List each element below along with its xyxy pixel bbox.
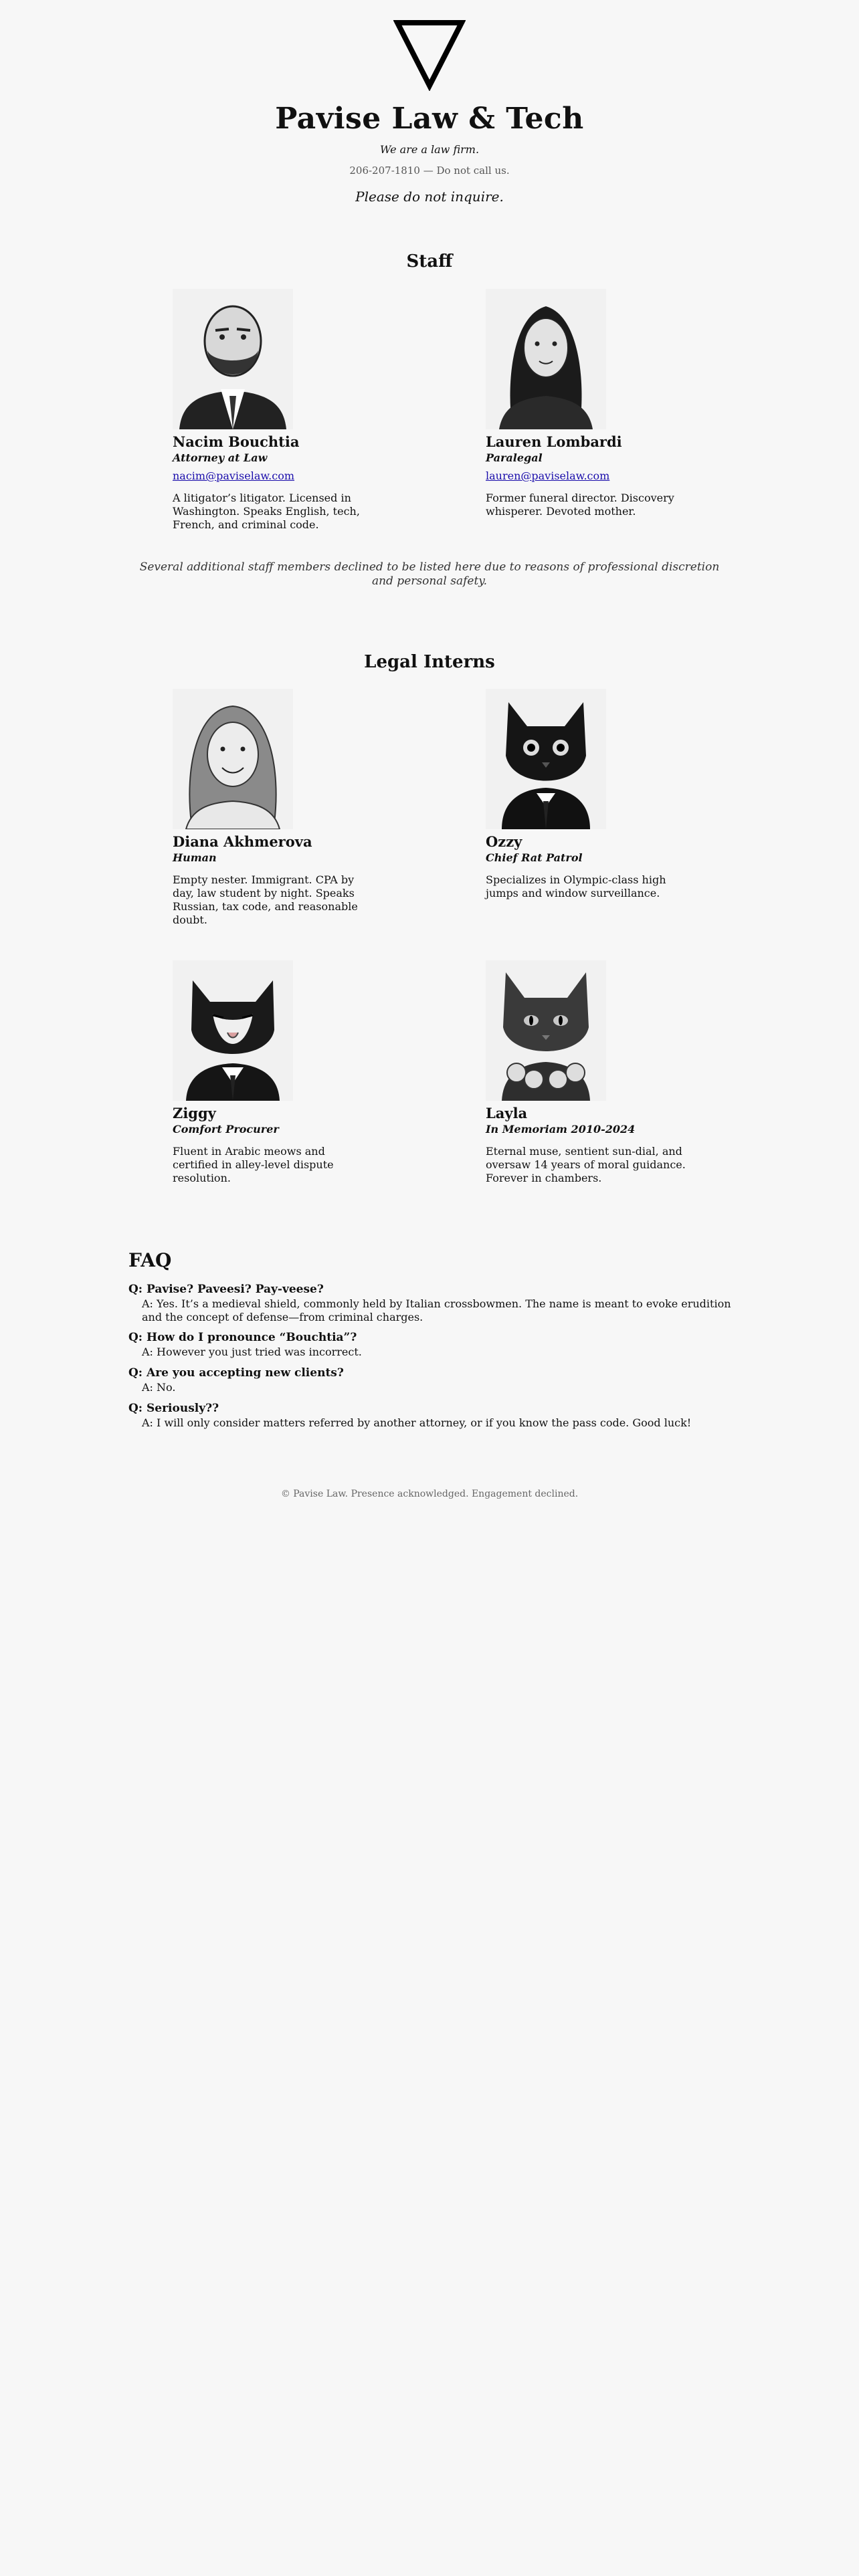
staff-role: Paralegal — [486, 451, 543, 464]
faq-question: Q: Pavise? Paveesi? Pay-veese? — [128, 1283, 324, 1296]
ziggy-cat-portrait — [173, 960, 293, 1101]
staff-note: Several additional staff members declined to be listed here due to reasons of professional discretion and personal safety. — [139, 560, 720, 588]
staff-bio: A litigator’s litigator. Licensed in Washington. Speaks English, tech, French, and criminal code. — [173, 492, 360, 531]
intern-bio: Fluent in Arabic meows and certified in alley-level dispute resolution. — [173, 1145, 334, 1184]
nacim-portrait — [173, 289, 293, 429]
intern-role: Human — [173, 851, 217, 864]
staff-card-lauren — [486, 289, 686, 518]
faq-item — [128, 1366, 744, 1394]
email-link[interactable]: nacim@paviselaw.com — [173, 469, 295, 482]
intern-card-layla — [486, 960, 686, 1185]
interns-heading: Legal Interns — [364, 652, 495, 672]
layla-cat-portrait — [486, 960, 606, 1101]
staff-heading: Staff — [406, 251, 453, 272]
faq-answer: A: I will only consider matters referred by another attorney, or if you know the pass code. Good luck! — [142, 1416, 692, 1429]
footer-text: © Pavise Law. Presence acknowledged. Engagement declined. — [280, 1489, 579, 1499]
intern-role: Chief Rat Patrol — [486, 851, 583, 864]
staff-name: Lauren Lombardi — [486, 433, 622, 450]
phone-line: 206-207-1810 — Do not call us. — [349, 165, 510, 177]
intern-bio: Empty nester. Immigrant. CPA by day, law student by night. Speaks Russian, tax code, and reasonable doubt. — [173, 873, 358, 926]
intern-role: Comfort Procurer — [173, 1123, 279, 1136]
page-title: Pavise Law & Tech — [275, 102, 584, 136]
faq-answer: A: Yes. It’s a medieval shield, commonly held by Italian crossbowmen. The name is meant to evoke erudition and the concept of defense—from criminal charges. — [142, 1297, 731, 1323]
staff-role: Attorney at Law — [173, 451, 268, 464]
staff-bio: Former funeral director. Discovery whisperer. Devoted mother. — [486, 492, 674, 518]
faq-item — [128, 1283, 744, 1324]
faq-question: Q: Are you accepting new clients? — [128, 1366, 344, 1380]
intern-bio: Eternal muse, sentient sun-dial, and oversaw 14 years of moral guidance. Forever in chambers. — [486, 1145, 686, 1184]
inquire-note: Please do not inquire. — [355, 189, 504, 205]
intern-card-diana — [173, 689, 373, 927]
intern-name: Ozzy — [486, 833, 522, 850]
faq-question: Q: Seriously?? — [128, 1402, 219, 1415]
intern-name: Layla — [486, 1105, 528, 1121]
faq-answer: A: No. — [142, 1381, 176, 1394]
intern-name: Diana Akhmerova — [173, 833, 312, 850]
staff-name: Nacim Bouchtia — [173, 433, 300, 450]
faq-question: Q: How do I pronounce “Bouchtia”? — [128, 1331, 357, 1344]
tagline: We are a law firm. — [379, 143, 480, 156]
lauren-portrait — [486, 289, 606, 429]
intern-card-ziggy — [173, 960, 373, 1185]
faq-answer: A: However you just tried was incorrect. — [142, 1346, 362, 1358]
faq-item — [128, 1331, 744, 1359]
email-link[interactable]: lauren@paviselaw.com — [486, 469, 610, 482]
intern-card-ozzy — [486, 689, 686, 900]
intern-role: In Memoriam 2010-2024 — [486, 1123, 636, 1136]
ozzy-cat-portrait — [486, 689, 606, 829]
faq-item — [128, 1402, 744, 1430]
intern-name: Ziggy — [173, 1105, 216, 1121]
faq-heading: FAQ — [128, 1249, 172, 1271]
pavise-shield-logo — [393, 19, 466, 91]
intern-bio: Specializes in Olympic-class high jumps and window surveillance. — [486, 873, 666, 899]
staff-card-nacim — [173, 289, 373, 532]
diana-portrait — [173, 689, 293, 829]
